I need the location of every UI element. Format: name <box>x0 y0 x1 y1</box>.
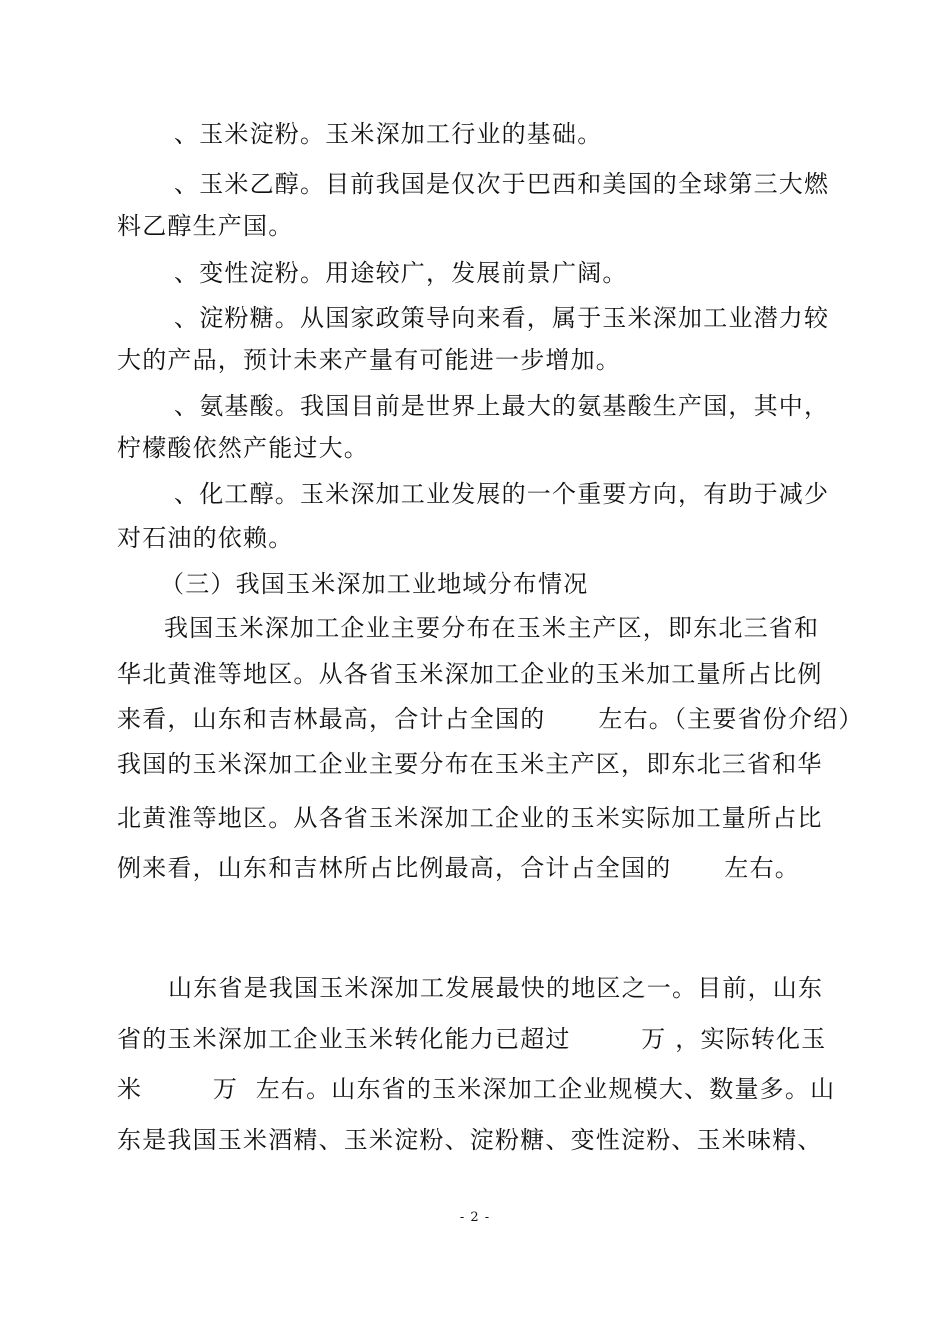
text-line: 对石油的依赖。 <box>117 524 294 552</box>
text-line: 来看，山东和吉林最高，合计占全国的 左右。（主要省份介绍） <box>117 705 864 733</box>
text-line: 、淀粉糖。从国家政策导向来看，属于玉米深加工业潜力较 <box>174 304 830 332</box>
text-line: 我国的玉米深加工企业主要分布在玉米主产区，即东北三省和华 <box>117 750 823 778</box>
text-line: 华北黄淮等地区。从各省玉米深加工企业的玉米加工量所占比例 <box>117 660 823 688</box>
text-line: 料乙醇生产国。 <box>117 212 294 240</box>
text-line: 我国玉米深加工企业主要分布在玉米主产区，即东北三省和 <box>164 614 820 642</box>
text-line: 省的玉米深加工企业玉米转化能力已超过 万 ，实际转化玉 <box>117 1025 827 1053</box>
text-line: 例来看，山东和吉林所占比例最高，合计占全国的 左右。 <box>117 854 800 882</box>
text-line: 大的产品，预计未来产量有可能进一步增加。 <box>117 346 621 374</box>
text-line: 东是我国玉米酒精、玉米淀粉、淀粉糖、变性淀粉、玉米味精、 <box>117 1126 823 1154</box>
text-line: 、玉米淀粉。玉米深加工行业的基础。 <box>174 120 603 148</box>
page-number: - 2 - <box>459 1210 491 1225</box>
text-line: 、玉米乙醇。目前我国是仅次于巴西和美国的全球第三大燃 <box>174 170 830 198</box>
text-line: 、氨基酸。我国目前是世界上最大的氨基酸生产国，其中， <box>174 392 830 420</box>
text-line: 山东省是我国玉米深加工发展最快的地区之一。目前，山东 <box>168 974 824 1002</box>
text-line: 、变性淀粉。用途较广，发展前景广阔。 <box>174 259 628 287</box>
text-line: 柠檬酸依然产能过大。 <box>117 434 369 462</box>
text-line: 米 万 左右。山东省的玉米深加工企业规模大、数量多。山 <box>117 1075 836 1103</box>
text-line: 北黄淮等地区。从各省玉米深加工企业的玉米实际加工量所占比 <box>117 804 823 832</box>
section-heading: （三）我国玉米深加工业地域分布情况 <box>160 570 589 598</box>
text-line: 、化工醇。玉米深加工业发展的一个重要方向，有助于减少 <box>174 480 830 508</box>
